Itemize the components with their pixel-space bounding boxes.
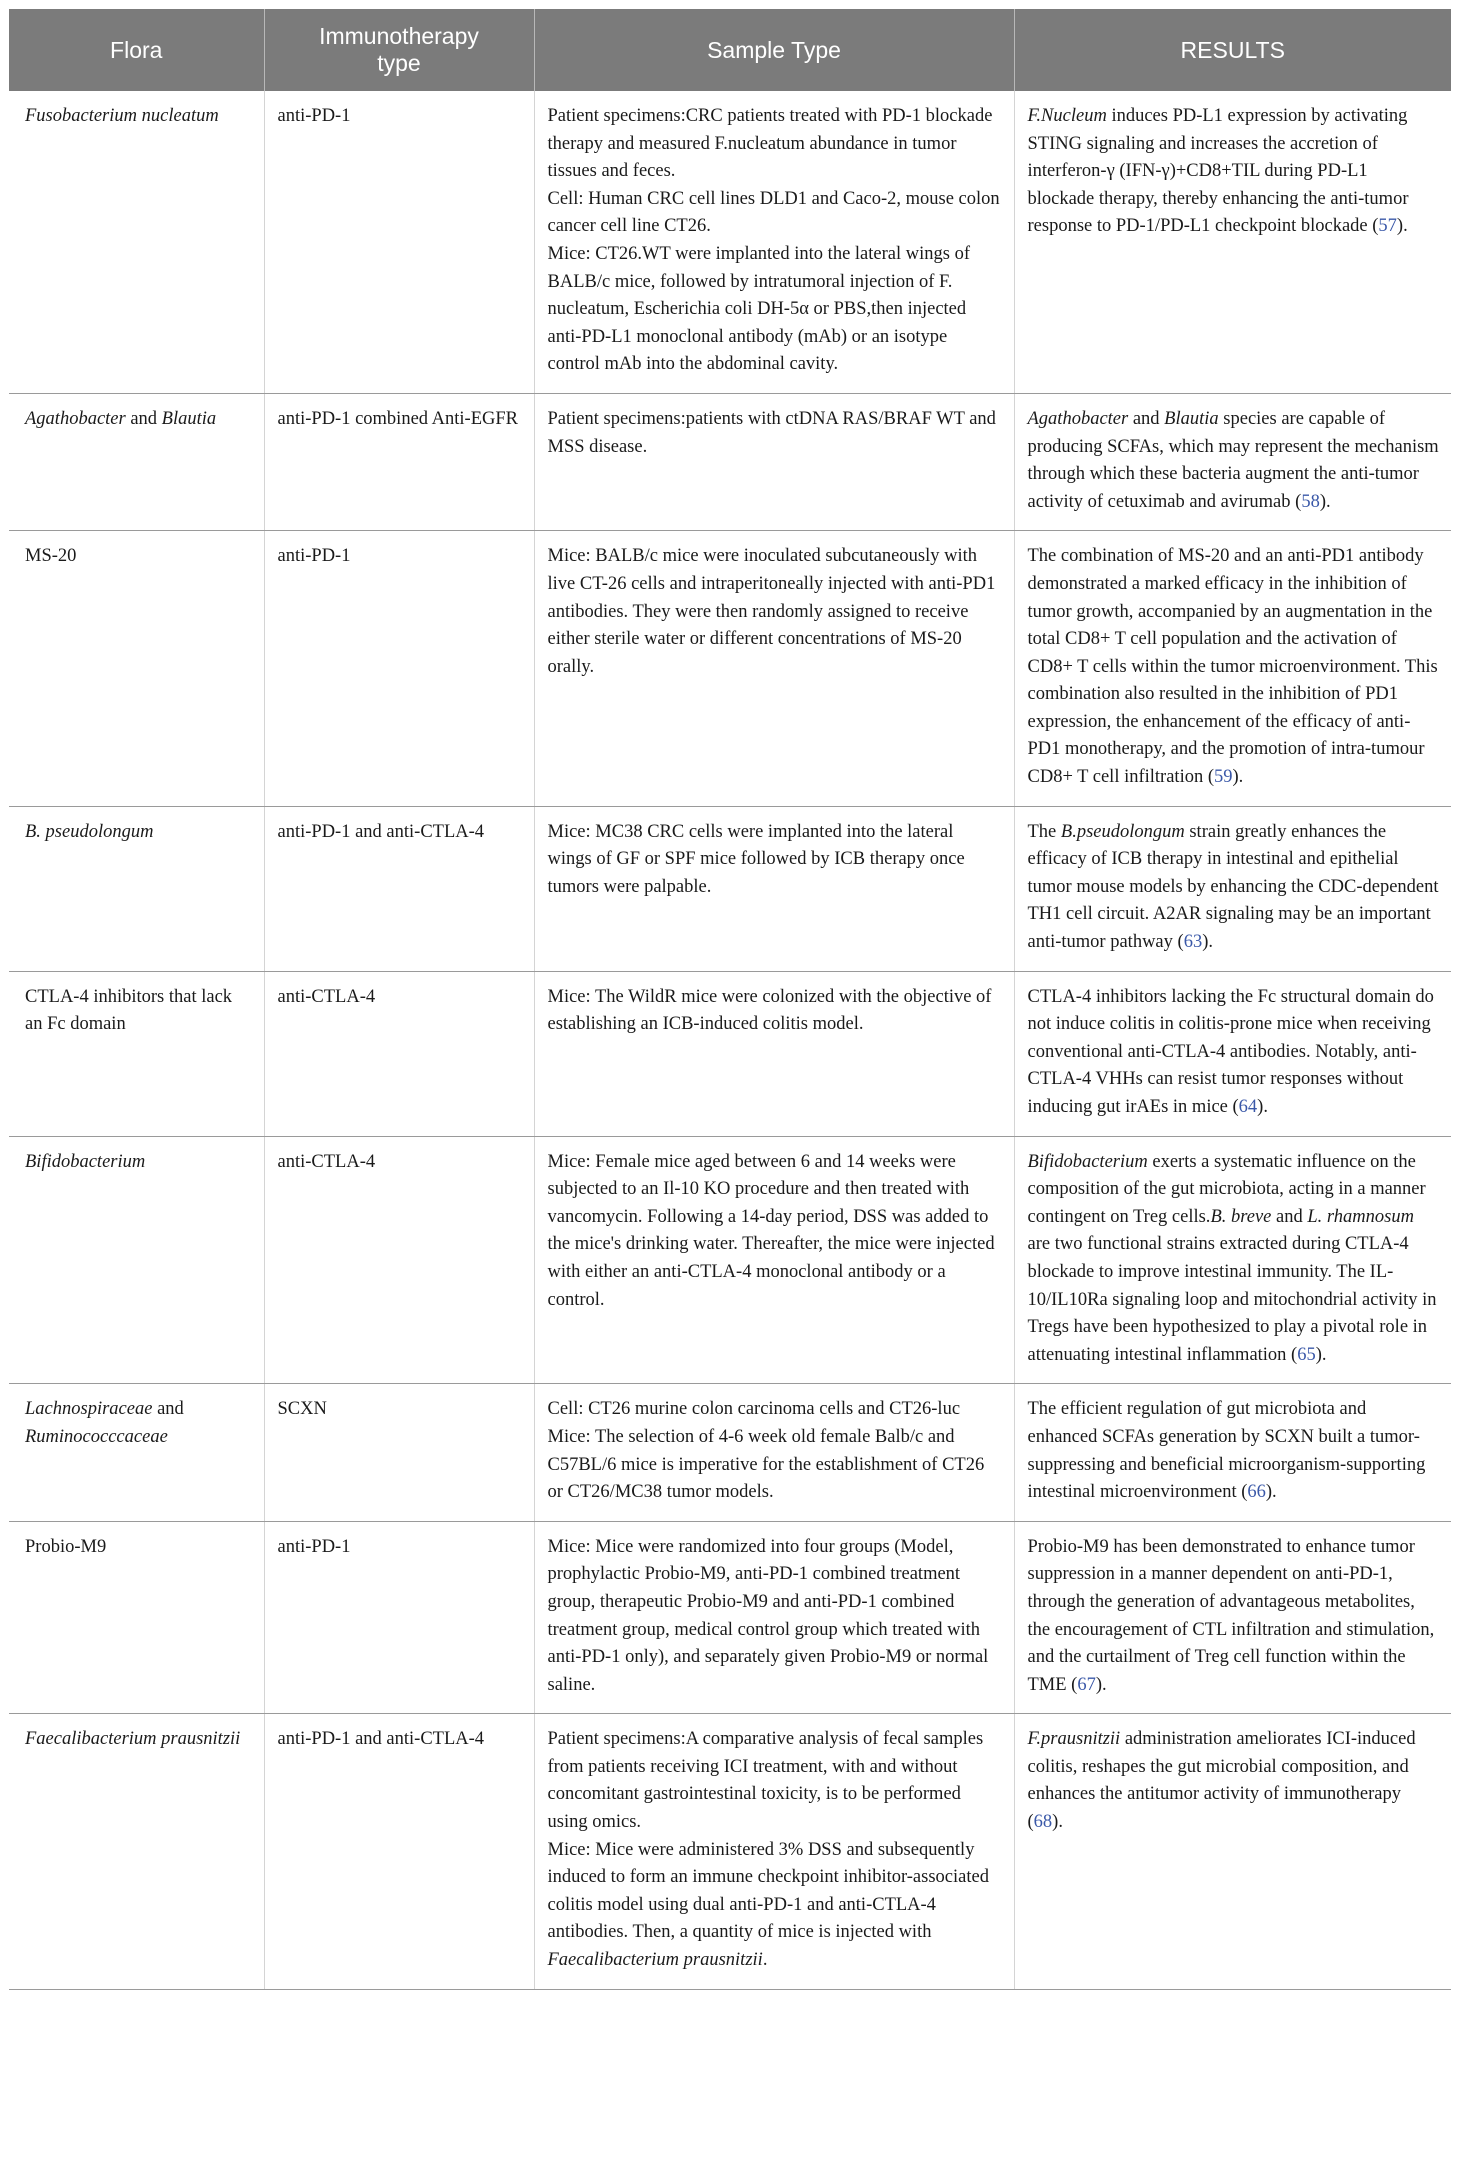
cell-immunotherapy-type: anti-PD-1 — [264, 531, 534, 806]
text-segment: ). — [1232, 767, 1244, 788]
cell-immunotherapy-type: anti-PD-1 combined Anti-EGFR — [264, 393, 534, 530]
cell-flora — [9, 531, 264, 806]
italic-text: Blautia — [1164, 408, 1219, 429]
italic-text: B.pseudolongum — [1060, 821, 1185, 842]
text-segment: and — [125, 408, 162, 429]
italic-text: F.Nucleum — [1027, 106, 1107, 126]
text-segment: ). — [1052, 1812, 1063, 1833]
reference-link[interactable]: 64 — [1238, 1097, 1258, 1117]
italic-text: F.prausnitzii — [1027, 1729, 1121, 1750]
reference-link[interactable]: 57 — [1378, 216, 1397, 237]
italic-text: Fusobacterium nucleatum — [25, 106, 219, 126]
text-segment: induces PD-L1 expression by activating STING signaling and increases the accretion of interferon-γ (IFN-γ)+CD8+TIL during PD-L1 blockade therapy, thereby enhancing the anti-tumor response to PD-1/PD-L1 checkpoint blockade ( — [1027, 106, 1409, 237]
text-segment: The — [1027, 821, 1061, 842]
reference-link[interactable]: 58 — [1301, 491, 1320, 512]
cell-immunotherapy-type: anti-PD-1 — [264, 1521, 534, 1714]
text-segment: Mice: MC38 CRC cells were implanted into the lateral wings of GF or SPF mice followed by ICB therapy once tumors were palpable. — [547, 821, 965, 897]
cell-results — [1014, 393, 1451, 530]
text-segment: ). — [1265, 1482, 1277, 1503]
text-segment: Probio-M9 has been demonstrated to enhance tumor suppression in a manner dependent on anti-PD-1, through the generation of advantageous metabolites, the encouragement of CTL infiltration and stimulation, and the curtailment of Treg cell function within the TME ( — [1027, 1536, 1435, 1695]
cell-sample-type — [534, 1384, 1014, 1521]
table-row — [9, 1521, 1451, 1714]
text-segment: Mice: Female mice aged between 6 and 14 weeks were subjected to an Il-10 KO procedure and then treated with vancomycin. Following a 14-day period, DSS was added to the mice's drinking water. Thereafter, the mice were injected with either an anti-CTLA-4 monoclonal antibody or a control. — [547, 1151, 995, 1310]
table-row — [9, 1136, 1451, 1384]
flora-immunotherapy-table — [9, 9, 1451, 1990]
cell-immunotherapy-type: anti-CTLA-4 — [264, 1136, 534, 1384]
header-sample-type: Sample Type — [534, 9, 1014, 91]
italic-text: Blautia — [161, 408, 217, 429]
header-flora: Flora — [9, 9, 264, 91]
table-row — [9, 1384, 1451, 1521]
cell-flora — [9, 1136, 264, 1384]
results-paragraph — [1028, 1534, 1440, 1700]
cell-sample-type — [534, 91, 1014, 393]
cell-sample-type — [534, 393, 1014, 530]
table-container — [9, 9, 1451, 1990]
cell-sample-type — [534, 1136, 1014, 1384]
table-body — [9, 91, 1451, 1989]
italic-text: Bifidobacterium — [25, 1151, 146, 1172]
text-segment: Patient specimens:CRC patients treated with PD-1 blockade therapy and measured F.nucleatum abundance in tumor tissues and feces. — [547, 106, 993, 182]
results-paragraph — [1028, 1396, 1440, 1506]
text-segment: The efficient regulation of gut microbiota and enhanced SCFAs generation by SCXN built a tumor-suppressing and beneficial microorganism-supporting intestinal microenvironment ( — [1027, 1399, 1426, 1503]
results-paragraph — [1028, 819, 1440, 957]
cell-results — [1014, 1384, 1451, 1521]
table-row — [9, 393, 1451, 530]
text-segment: Mice: Mice were randomized into four groups (Model, prophylactic Probio-M9, anti-PD-1 combined treatment group, therapeutic Probio-M9 and anti-PD-1 combined treatment group, medical control group which treated with anti-PD-1 only), and separately given Probio-M9 or normal saline. — [547, 1536, 989, 1695]
cell-results — [1014, 531, 1451, 806]
sample-paragraph — [548, 1837, 1002, 1975]
text-segment: MS-20 — [25, 546, 77, 567]
cell-immunotherapy-type: anti-CTLA-4 — [264, 971, 534, 1136]
italic-text: Agathobacter — [1027, 408, 1129, 429]
cell-immunotherapy-type: anti-PD-1 — [264, 91, 534, 393]
text-segment: species are capable of producing SCFAs, which may represent the mechanism through which these bacteria augment the anti-tumor activity of cetuximab and avirumab ( — [1027, 408, 1439, 512]
cell-immunotherapy-type: anti-PD-1 and anti-CTLA-4 — [264, 1714, 534, 1989]
sample-paragraph — [548, 984, 1002, 1039]
table-row — [9, 91, 1451, 393]
text-segment: CTLA-4 inhibitors lacking the Fc structural domain do not induce colitis in colitis-prone mice when receiving conventional anti-CTLA-4 antibodies. Notably, anti-CTLA-4 VHHs can resist tumor responses without inducing gut irAEs in mice ( — [1027, 986, 1434, 1117]
cell-flora — [9, 393, 264, 530]
results-paragraph — [1028, 984, 1440, 1122]
cell-immunotherapy-type: SCXN — [264, 1384, 534, 1521]
reference-link[interactable]: 67 — [1077, 1674, 1096, 1695]
cell-flora — [9, 1521, 264, 1714]
italic-text: B. pseudolongum — [25, 821, 154, 842]
text-segment: and — [1128, 408, 1165, 429]
sample-paragraph — [548, 406, 1002, 461]
text-segment: Cell: Human CRC cell lines DLD1 and Caco-2, mouse colon cancer cell line CT26. — [547, 188, 1000, 237]
text-segment: Cell: CT26 murine colon carcinoma cells and CT26-luc — [547, 1399, 961, 1420]
cell-results — [1014, 1714, 1451, 1989]
italic-text: Lachnospiraceae — [25, 1399, 153, 1420]
text-segment: are two functional strains extracted during CTLA-4 blockade to improve intestinal immunity. The IL-10/IL10Ra signaling loop and mitochondrial activity in Tregs have been hypothesized to play a pivotal role in attenuating intestinal inflammation ( — [1027, 1234, 1437, 1365]
text-segment: exerts a systematic influence on the composition of the gut microbiota, acting in a manner contingent on Treg cells. — [1027, 1151, 1426, 1227]
text-segment: Patient specimens:patients with ctDNA RAS/BRAF WT and MSS disease. — [547, 408, 996, 457]
cell-flora — [9, 971, 264, 1136]
cell-sample-type — [534, 971, 1014, 1136]
reference-link[interactable]: 63 — [1183, 932, 1203, 953]
reference-link[interactable]: 59 — [1214, 767, 1233, 788]
italic-text: L. rhamnosum — [1307, 1206, 1414, 1227]
text-segment: Mice: BALB/c mice were inoculated subcutaneously with live CT-26 cells and intraperitoneally injected with anti-PD1 antibodies. They were then randomly assigned to receive either sterile water or different concentrations of MS-20 orally. — [547, 546, 996, 677]
text-segment: and — [152, 1399, 184, 1420]
cell-results — [1014, 91, 1451, 393]
cell-immunotherapy-type: anti-PD-1 and anti-CTLA-4 — [264, 806, 534, 971]
sample-paragraph — [548, 1424, 1002, 1507]
sample-paragraph — [548, 1534, 1002, 1700]
results-paragraph — [1028, 1726, 1440, 1836]
cell-results — [1014, 971, 1451, 1136]
text-segment: administration ameliorates ICI-induced colitis, reshapes the gut microbial composition, and enhances the antitumor activity of immunotherapy ( — [1027, 1729, 1416, 1833]
text-segment: ). — [1095, 1674, 1107, 1695]
cell-sample-type — [534, 531, 1014, 806]
reference-link[interactable]: 65 — [1297, 1344, 1316, 1365]
text-segment: The combination of MS-20 and an anti-PD1 antibody demonstrated a marked efficacy in the inhibition of tumor growth, accompanied by an augmentation in the total CD8+ T cell population and the activation of CD8+ T cells within the tumor microenvironment. This combination also resulted in the inhibition of PD1 expression, the enhancement of the efficacy of anti-PD1 monotherapy, and the promotion of intra-tumour CD8+ T cell infiltration ( — [1027, 546, 1438, 788]
text-segment: ). — [1257, 1097, 1268, 1117]
italic-text: Faecalibacterium prausnitzii — [25, 1729, 241, 1750]
text-segment: CTLA-4 inhibitors that lack an Fc domain — [25, 986, 233, 1035]
text-segment: Probio-M9 — [25, 1536, 107, 1557]
cell-results — [1014, 1521, 1451, 1714]
table-row — [9, 971, 1451, 1136]
italic-text: Agathobacter — [25, 408, 126, 429]
sample-paragraph — [548, 1726, 1002, 1836]
italic-text: Faecalibacterium prausnitzii — [547, 1950, 763, 1971]
table-row — [9, 1714, 1451, 1989]
text-segment: . — [762, 1950, 768, 1971]
text-segment: Mice: The selection of 4-6 week old female Balb/c and C57BL/6 mice is imperative for the establishment of CT26 or CT26/MC38 tumor models. — [547, 1426, 985, 1503]
table-row — [9, 806, 1451, 971]
italic-text: Bifidobacterium — [1027, 1151, 1148, 1172]
cell-flora — [9, 806, 264, 971]
cell-flora — [9, 1384, 264, 1521]
cell-results — [1014, 806, 1451, 971]
table-header-row — [9, 9, 1451, 91]
results-paragraph — [1028, 103, 1440, 241]
sample-paragraph — [548, 543, 1002, 681]
text-segment: strain greatly enhances the efficacy of ICB therapy in intestinal and epithelial tumor mouse models by enhancing the CDC-dependent TH1 cell circuit. A2AR signaling may be an important anti-tumor pathway ( — [1027, 821, 1439, 953]
cell-results — [1014, 1136, 1451, 1384]
text-segment: ). — [1396, 216, 1408, 237]
text-segment: Mice: Mice were administered 3% DSS and subsequently induced to form an immune checkpoint inhibitor-associated colitis model using dual anti-PD-1 and anti-CTLA-4 antibodies. Then, a quantity of mice is injected with — [547, 1839, 989, 1943]
table-row — [9, 531, 1451, 806]
cell-sample-type — [534, 1714, 1014, 1989]
text-segment: Mice: CT26.WT were implanted into the lateral wings of BALB/c mice, followed by intratumoral injection of F. nucleatum, Escherichia coli DH-5α or PBS,then injected anti-PD-L1 monoclonal antibody (mAb) or an isotype control mAb into the abdominal cavity. — [547, 243, 970, 375]
cell-flora — [9, 91, 264, 393]
sample-paragraph — [548, 819, 1002, 902]
cell-flora — [9, 1714, 264, 1989]
header-results: RESULTS — [1014, 9, 1451, 91]
text-segment: Patient specimens:A comparative analysis of fecal samples from patients receiving ICI treatment, with and without concomitant gastrointestinal toxicity, is to be performed using omics. — [547, 1729, 984, 1833]
text-segment: and — [1271, 1206, 1308, 1227]
cell-sample-type — [534, 806, 1014, 971]
results-paragraph — [1028, 1149, 1440, 1370]
sample-paragraph — [548, 1149, 1002, 1315]
cell-sample-type — [534, 1521, 1014, 1714]
sample-paragraph — [548, 1396, 1002, 1424]
text-segment: ). — [1315, 1344, 1327, 1365]
sample-paragraph — [548, 103, 1002, 186]
reference-link[interactable]: 66 — [1247, 1482, 1266, 1503]
text-segment: Mice: The WildR mice were colonized with the objective of establishing an ICB-induced colitis model. — [547, 986, 992, 1035]
results-paragraph — [1028, 543, 1440, 791]
reference-link[interactable]: 68 — [1033, 1812, 1053, 1833]
header-immunotherapy-type: Immunotherapy type — [264, 9, 534, 91]
text-segment: ). — [1319, 491, 1331, 512]
sample-paragraph — [548, 241, 1002, 379]
text-segment: ). — [1202, 932, 1213, 953]
italic-text: Ruminococccaceae — [25, 1426, 168, 1447]
sample-paragraph — [548, 186, 1002, 241]
results-paragraph — [1028, 406, 1440, 516]
italic-text: B. breve — [1210, 1206, 1272, 1227]
